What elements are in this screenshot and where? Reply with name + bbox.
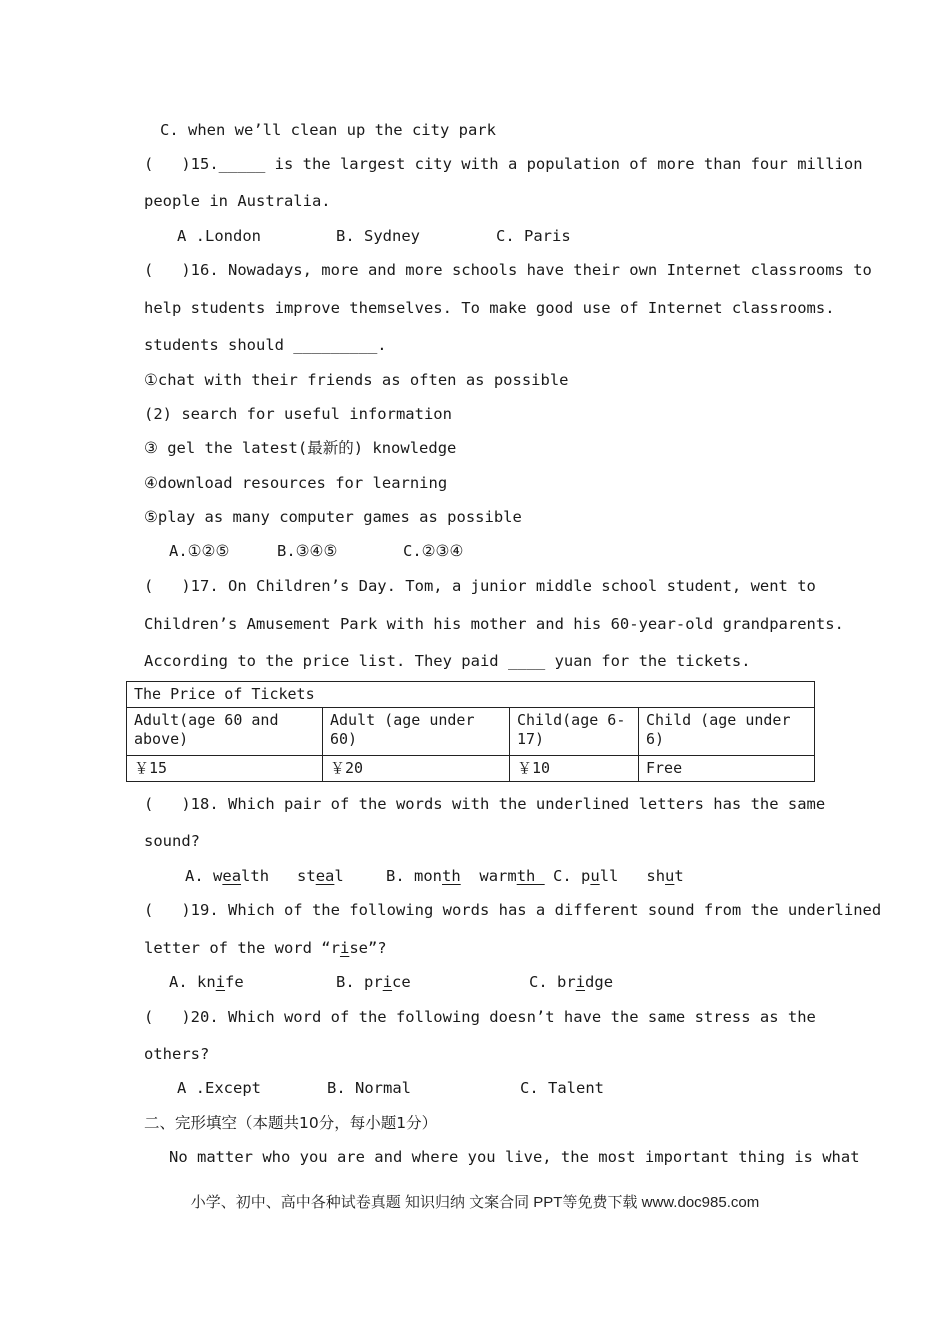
q19-stem-line2 (144, 938, 387, 958)
word-part: lth (241, 867, 270, 885)
word-part: sh (646, 867, 666, 885)
q18-a-word1 (213, 867, 269, 885)
header-adult-60-above: Adult(age 60 and above) (127, 708, 323, 756)
q16-option-b: B.③④⑤ (277, 542, 338, 560)
table-title: The Price of Tickets (127, 682, 815, 708)
q16-item-1: ①chat with their friends as often as possible (144, 371, 569, 389)
q14-option-c: C. when we’ll clean up the city park (160, 121, 496, 139)
q17-stem-line3: According to the price list. They paid ____ yuan for the tickets. (144, 652, 751, 670)
underlined-letters: i (339, 939, 350, 957)
q16-stem-line1: ( )16. Nowadays, more and more schools have their own Internet classrooms to (144, 261, 872, 279)
header-adult-under-60: Adult (age under 60) (323, 708, 510, 756)
q20-stem-line1: ( )20. Which word of the following doesn’t have the same stress as the (144, 1008, 816, 1026)
text-part: se”? (349, 939, 387, 957)
q20-option-c: C. Talent (520, 1079, 604, 1097)
q20-option-b: B. Normal (327, 1079, 411, 1097)
q17-stem-line2: Children’s Amusement Park with his mother and his 60-year-old grandparents. (144, 615, 844, 633)
q16-item-4: ④download resources for learning (144, 474, 448, 492)
underlined-letters: i (215, 973, 226, 991)
price-adult-under-60: ￥20 (323, 756, 510, 782)
underlined-letters: th (516, 867, 545, 885)
header-child-6-17: Child(age 6-17) (510, 708, 639, 756)
section-title-cloze: 二、完形填空（本题共10分，每小题1分） (144, 1114, 438, 1132)
q18-b-word1 (414, 867, 461, 885)
word-part: mon (414, 867, 443, 885)
underlined-letters: i (382, 973, 393, 991)
q16-stem-line3: students should _________. (144, 336, 387, 354)
underlined-letters: th (442, 867, 461, 885)
word-part: warm (479, 867, 517, 885)
table-title-row (127, 682, 815, 708)
table-price-row (127, 756, 815, 782)
q18-a-word2 (297, 867, 344, 885)
option-label: A. (169, 973, 188, 991)
underlined-letters: i (575, 973, 586, 991)
underlined-letters: u (590, 867, 600, 885)
q16-item-3: ③ gel the latest(最新的) knowledge (144, 439, 457, 457)
ticket-price-table (126, 681, 815, 782)
price-child-under-6: Free (639, 756, 815, 782)
page-footer: 小学、初中、高中各种试卷真题 知识归纳 文案合同 PPT等免费下载 www.doc985.com (190, 1194, 760, 1211)
q18-c-word2 (646, 867, 683, 885)
q15-option-b: B. Sydney (336, 227, 420, 245)
q18-a-label: A. (185, 867, 204, 885)
option-label: B. (336, 973, 355, 991)
q16-item-5: ⑤play as many computer games as possible (144, 508, 522, 526)
word-part: t (674, 867, 684, 885)
word-part: pr (364, 973, 383, 991)
word-part: ll (599, 867, 619, 885)
q19-stem-line1: ( )19. Which of the following words has a different sound from the underlined (144, 901, 882, 919)
word-part: st (297, 867, 316, 885)
cloze-passage-first-line: No matter who you are and where you live, the most important thing is what (169, 1148, 860, 1166)
q15-option-c: C. Paris (496, 227, 571, 245)
word-part: dge (585, 973, 614, 991)
word-part: p (581, 867, 591, 885)
q19-option-b (336, 972, 411, 992)
q19-option-c (529, 972, 613, 992)
word-part: l (334, 867, 344, 885)
word-part: fe (225, 973, 244, 991)
q15-option-a: A .London (177, 227, 261, 245)
word-part: w (213, 867, 223, 885)
q15-stem-line1: ( )15._____ is the largest city with a population of more than four million (144, 155, 863, 173)
word-part: br (557, 973, 576, 991)
underlined-letters: u (665, 867, 675, 885)
word-part: kn (197, 973, 216, 991)
q16-option-c: C.②③④ (403, 542, 464, 560)
word-part: ce (392, 973, 411, 991)
q18-option-c (553, 866, 684, 886)
q18-stem-line1: ( )18. Which pair of the words with the underlined letters has the same (144, 795, 826, 813)
q18-c-label: C. (553, 867, 572, 885)
q16-option-a: A.①②⑤ (169, 542, 230, 560)
q20-stem-line2: others? (144, 1045, 210, 1063)
price-adult-60-above: ￥15 (127, 756, 323, 782)
q17-stem-line1: ( )17. On Children’s Day. Tom, a junior middle school student, went to (144, 577, 816, 595)
q18-b-label: B. (386, 867, 405, 885)
q15-stem-line2: people in Australia. (144, 192, 331, 210)
underlined-letters: ea (222, 867, 242, 885)
q19-option-a (169, 972, 244, 992)
q18-option-b (386, 866, 545, 886)
option-label: C. (529, 973, 548, 991)
q18-c-word1 (581, 867, 618, 885)
q18-stem-line2: sound? (144, 832, 200, 850)
q16-stem-line2: help students improve themselves. To make good use of Internet classrooms. (144, 299, 835, 317)
price-child-6-17: ￥10 (510, 756, 639, 782)
q16-item-2: (2) search for useful information (144, 405, 452, 423)
header-child-under-6: Child (age under 6) (639, 708, 815, 756)
q18-option-a (185, 866, 344, 886)
q18-b-word2 (479, 867, 544, 885)
table-header-row (127, 708, 815, 756)
underlined-letters: ea (315, 867, 335, 885)
q20-option-a: A .Except (177, 1079, 261, 1097)
text-part: letter of the word “r (144, 939, 340, 957)
